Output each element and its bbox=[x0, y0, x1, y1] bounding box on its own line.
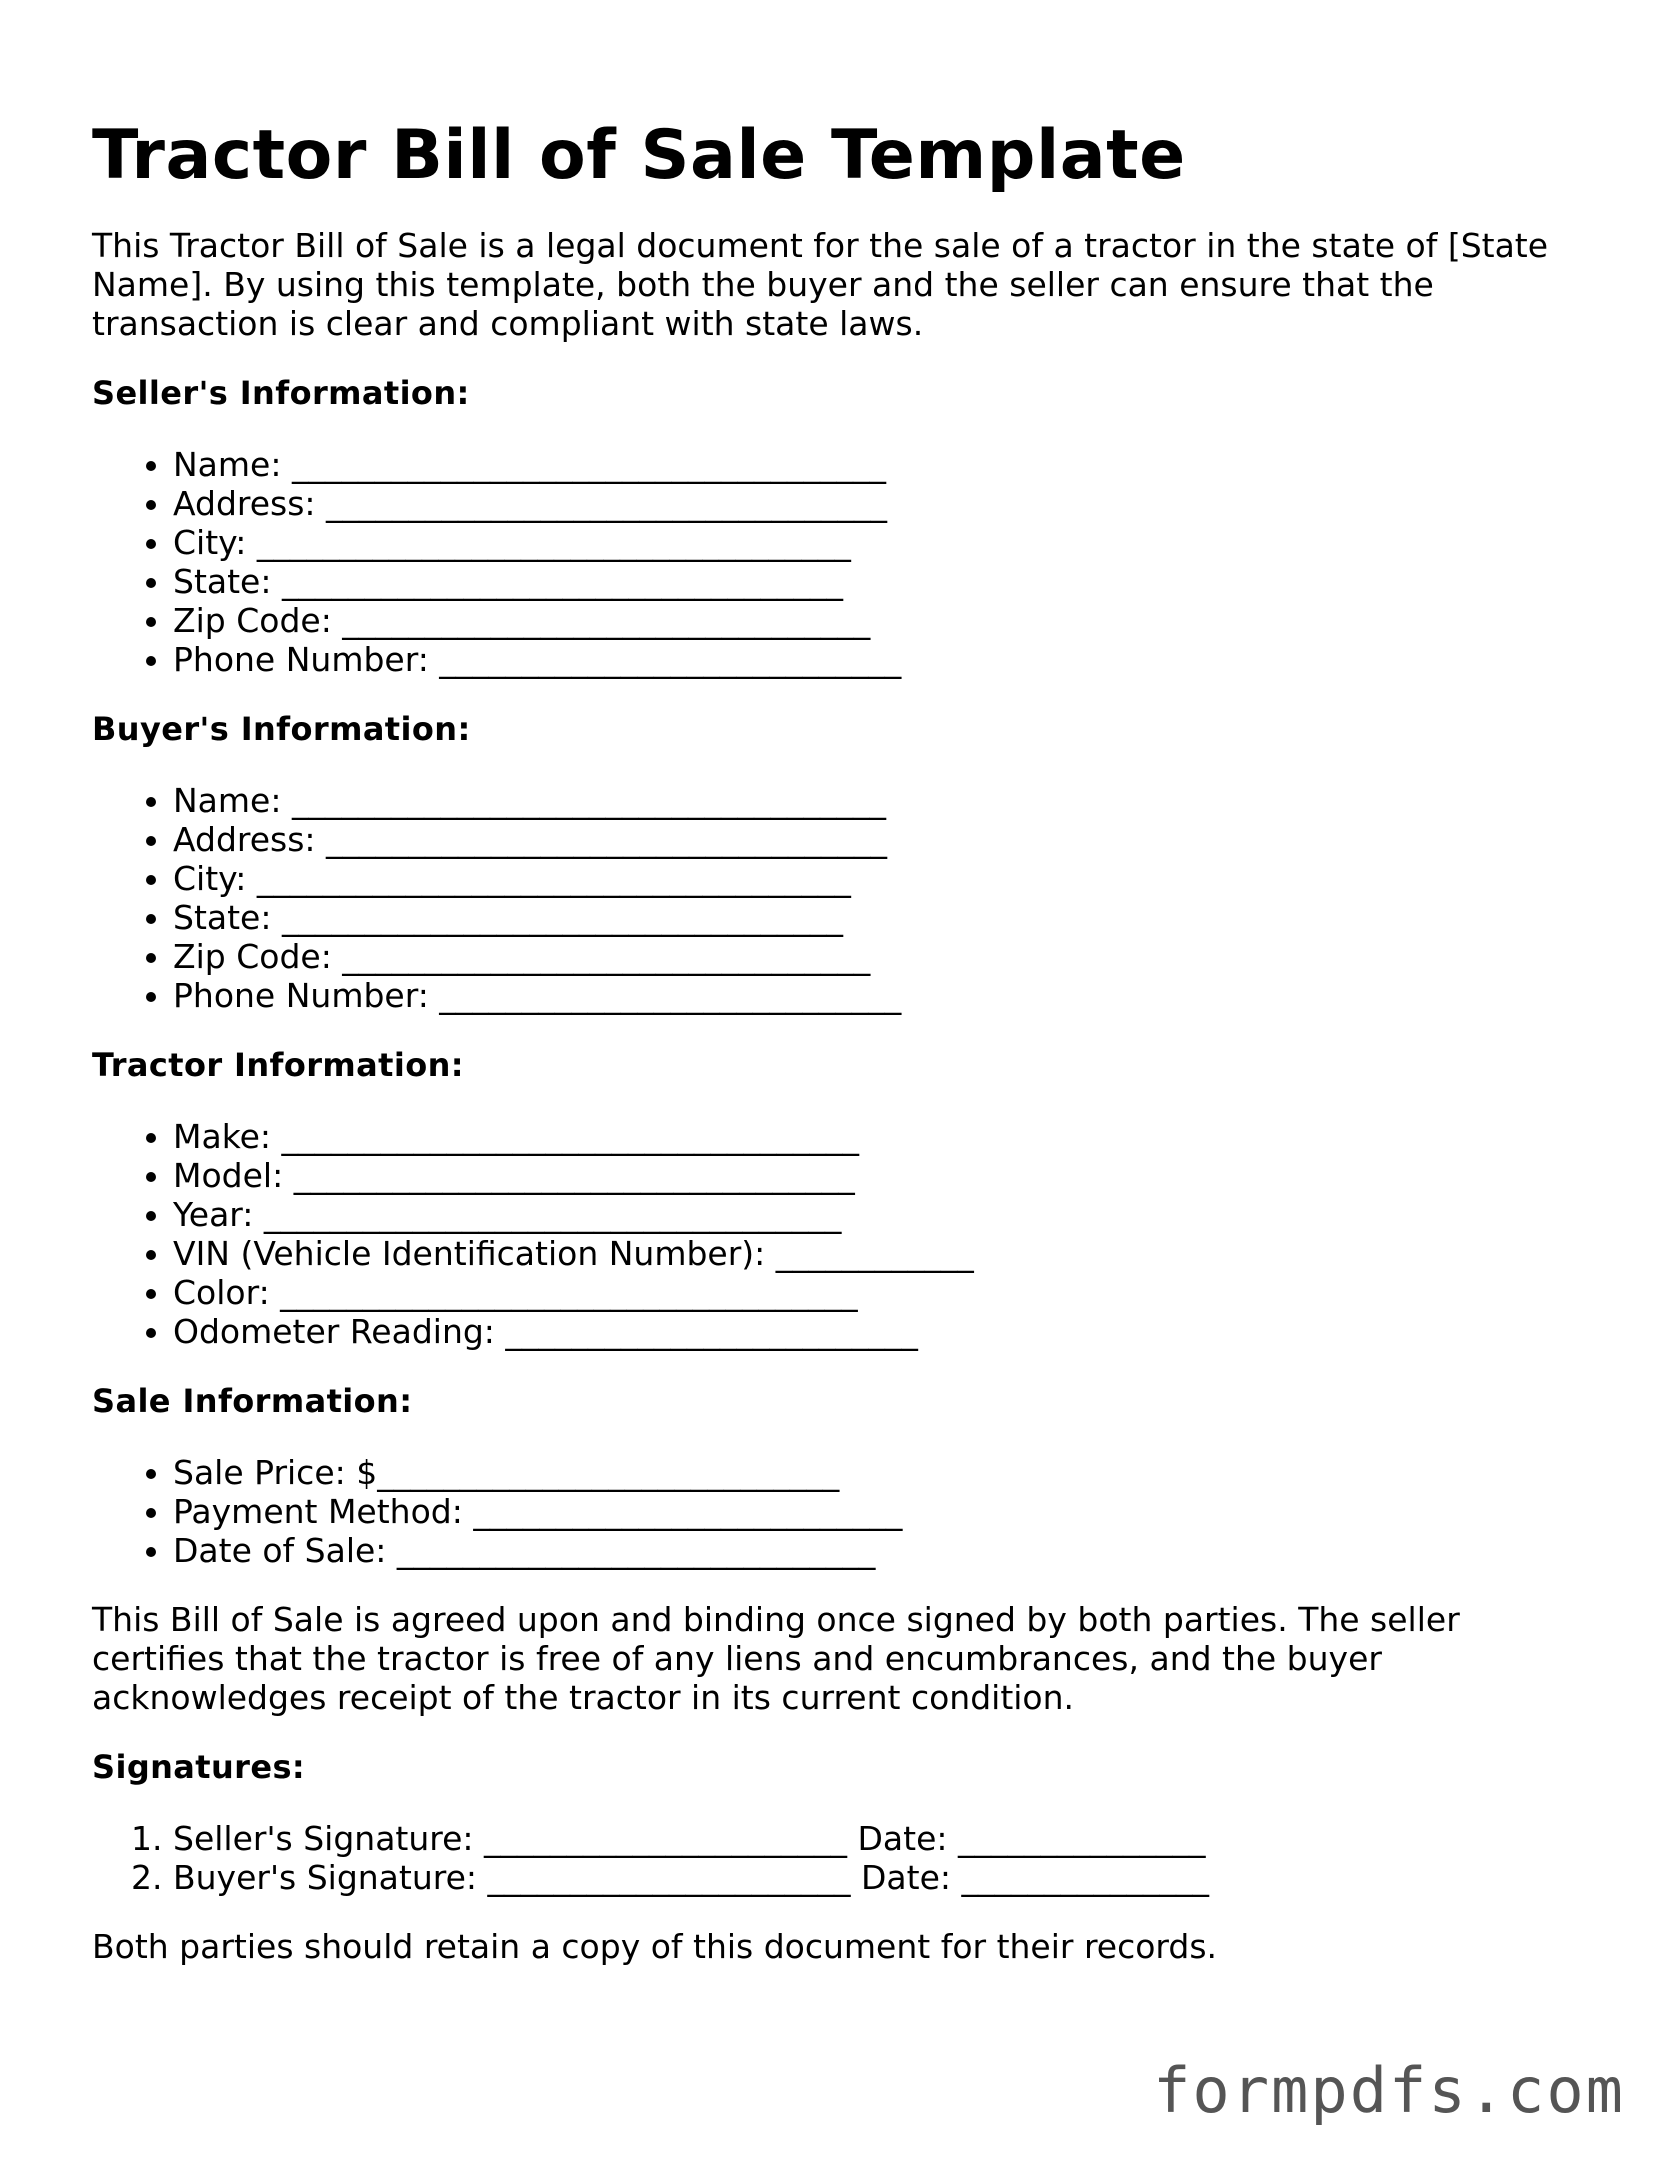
tractor-odometer-field[interactable]: • Odometer Reading: _________________________ bbox=[173, 1312, 1592, 1351]
signatures-section-heading: Signatures: bbox=[92, 1748, 306, 1786]
tractor-model-field[interactable]: • Model: __________________________________ bbox=[173, 1156, 1592, 1195]
page-title: Tractor Bill of Sale Template bbox=[92, 116, 1186, 195]
seller-section-heading: Seller's Information: bbox=[92, 374, 470, 412]
seller-field-list bbox=[92, 445, 1592, 679]
seller-city-field[interactable]: • City: ____________________________________ bbox=[173, 523, 1592, 562]
buyer-address-field[interactable]: • Address: __________________________________ bbox=[173, 820, 1592, 859]
buyer-section-heading: Buyer's Information: bbox=[92, 710, 471, 748]
tractor-section-heading: Tractor Information: bbox=[92, 1046, 464, 1084]
tractor-field-list bbox=[92, 1117, 1592, 1351]
buyer-name-field[interactable]: • Name: ____________________________________ bbox=[173, 781, 1592, 820]
seller-address-field[interactable]: • Address: __________________________________ bbox=[173, 484, 1592, 523]
buyer-signature-line[interactable]: 2. Buyer's Signature: ______________________ Date: _______________ bbox=[173, 1858, 1592, 1897]
closing-paragraph: This Bill of Sale is agreed upon and binding once signed by both parties. The seller certifies that the tractor is free of any liens and encumbrances, and the buyer acknowledges receipt of the tractor in its current condition. bbox=[92, 1600, 1460, 1717]
tractor-color-field[interactable]: • Color: ___________________________________ bbox=[173, 1273, 1592, 1312]
seller-state-field[interactable]: • State: __________________________________ bbox=[173, 562, 1592, 601]
sale-field-list bbox=[92, 1453, 1592, 1570]
buyer-zip-field[interactable]: • Zip Code: ________________________________ bbox=[173, 937, 1592, 976]
watermark-logo: formpdfs.com bbox=[1153, 2054, 1625, 2127]
sale-section-heading: Sale Information: bbox=[92, 1382, 413, 1420]
tractor-year-field[interactable]: • Year: ___________________________________ bbox=[173, 1195, 1592, 1234]
final-note: Both parties should retain a copy of this document for their records. bbox=[92, 1927, 1218, 1966]
buyer-field-list bbox=[92, 781, 1592, 1015]
sale-price-field[interactable]: • Sale Price: $____________________________ bbox=[173, 1453, 1592, 1492]
buyer-phone-field[interactable]: • Phone Number: ____________________________ bbox=[173, 976, 1592, 1015]
intro-paragraph: This Tractor Bill of Sale is a legal document for the sale of a tractor in the state of [State Name]. By using this template, both the buyer and the seller can ensure that the transaction is clear and compliant with state laws. bbox=[92, 226, 1549, 343]
buyer-state-field[interactable]: • State: __________________________________ bbox=[173, 898, 1592, 937]
payment-method-field[interactable]: • Payment Method: __________________________ bbox=[173, 1492, 1592, 1531]
seller-phone-field[interactable]: • Phone Number: ____________________________ bbox=[173, 640, 1592, 679]
seller-signature-line[interactable]: 1. Seller's Signature: ______________________ Date: _______________ bbox=[173, 1819, 1592, 1858]
tractor-make-field[interactable]: • Make: ___________________________________ bbox=[173, 1117, 1592, 1156]
signature-list bbox=[92, 1819, 1592, 1897]
buyer-city-field[interactable]: • City: ____________________________________ bbox=[173, 859, 1592, 898]
seller-zip-field[interactable]: • Zip Code: ________________________________ bbox=[173, 601, 1592, 640]
tractor-vin-field[interactable]: • VIN (Vehicle Identification Number): ____________ bbox=[173, 1234, 1592, 1273]
date-of-sale-field[interactable]: • Date of Sale: _____________________________ bbox=[173, 1531, 1592, 1570]
document-page bbox=[92, 112, 1592, 1966]
seller-name-field[interactable]: • Name: ____________________________________ bbox=[173, 445, 1592, 484]
